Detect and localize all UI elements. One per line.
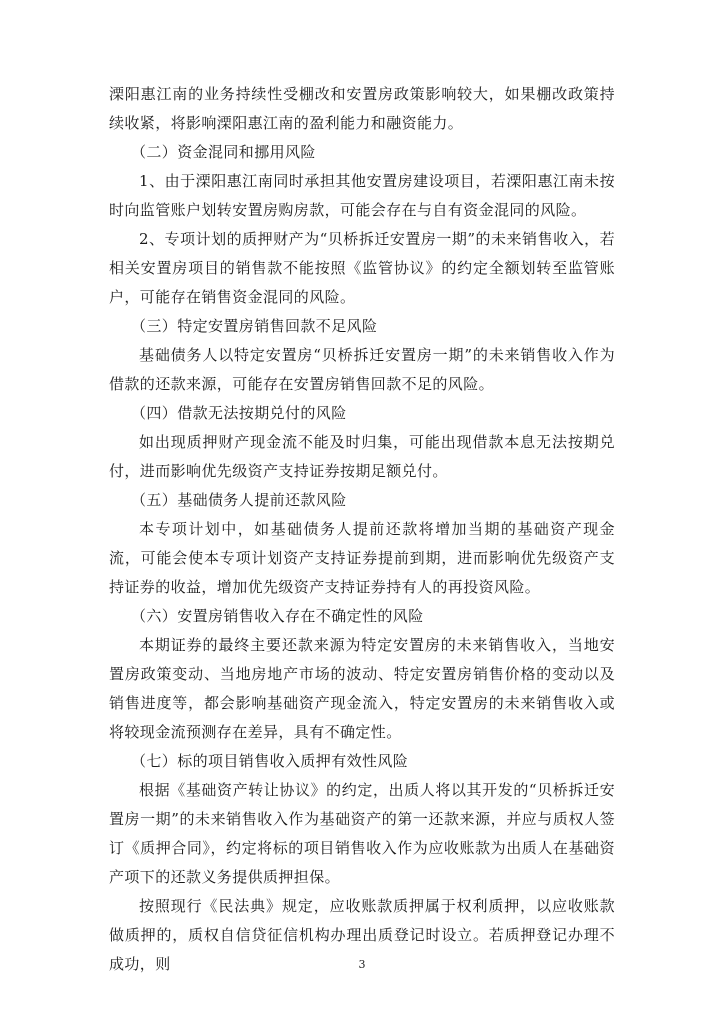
paragraph: 2、专项计划的质押财产为“贝桥拆迁安置房一期”的未来销售收入，若相关安置房项目的销售款不能按照《监管协议》的约定全额划转至监管账户，可能存在销售资金混同的风险。 bbox=[109, 230, 615, 306]
section-heading-2: （二）资金混同和挪用风险 bbox=[131, 143, 316, 161]
paragraph: 如出现质押财产现金流不能及时归集，可能出现借款本息无法按期兑付，进而影响优先级资产支持证券按期足额兑付。 bbox=[109, 433, 615, 480]
paragraph: 根据《基础资产转让协议》的约定，出质人将以其开发的“贝桥拆迁安置房一期”的未来销售收入作为基础资产的第一还款来源，并应与质权人签订《质押合同》，约定将标的项目销售收入作为应收账款为出质人在基础资产项下的还款义务提供质押担保。 bbox=[109, 781, 615, 886]
section-heading-7: （七）标的项目销售收入质押有效性风险 bbox=[131, 752, 409, 770]
paragraph: 1、由于溧阳惠江南同时承担其他安置房建设项目，若溧阳惠江南未按时向监管账户划转安置房购房款，可能会存在与自有资金混同的风险。 bbox=[109, 172, 615, 219]
page-body bbox=[109, 80, 615, 979]
section-heading-5: （五）基础债务人提前还款风险 bbox=[131, 491, 347, 509]
page-number: 3 bbox=[358, 958, 366, 971]
paragraph: 本专项计划中，如基础债务人提前还款将增加当期的基础资产现金流，可能会使本专项计划资产支持证券提前到期，进而影响优先级资产支持证券的收益，增加优先级资产支持证券持有人的再投资风险。 bbox=[109, 520, 615, 596]
paragraph: 本期证券的最终主要还款来源为特定安置房的未来销售收入，当地安置房政策变动、当地房地产市场的波动、特定安置房销售价格的变动以及销售进度等，都会影响基础资产现金流入，特定安置房的未来销售收入或将较现金流预测存在差异，具有不确定性。 bbox=[109, 636, 615, 741]
paragraph-intro: 溧阳惠江南的业务持续性受棚改和安置房政策影响较大，如果棚改政策持续收紧，将影响溧阳惠江南的盈利能力和融资能力。 bbox=[109, 85, 615, 132]
section-heading-3: （三）特定安置房销售回款不足风险 bbox=[131, 317, 378, 335]
section-heading-4: （四）借款无法按期兑付的风险 bbox=[131, 404, 347, 422]
paragraph: 按照现行《民法典》规定，应收账款质押属于权利质押，以应收账款做质押的，质权自信贷征信机构办理出质登记时设立。若质押登记办理不成功，则 bbox=[109, 897, 615, 973]
section-heading-6: （六）安置房销售收入存在不确定性的风险 bbox=[131, 607, 424, 625]
paragraph: 基础债务人以特定安置房“贝桥拆迁安置房一期”的未来销售收入作为借款的还款来源，可能存在安置房销售回款不足的风险。 bbox=[109, 346, 615, 393]
